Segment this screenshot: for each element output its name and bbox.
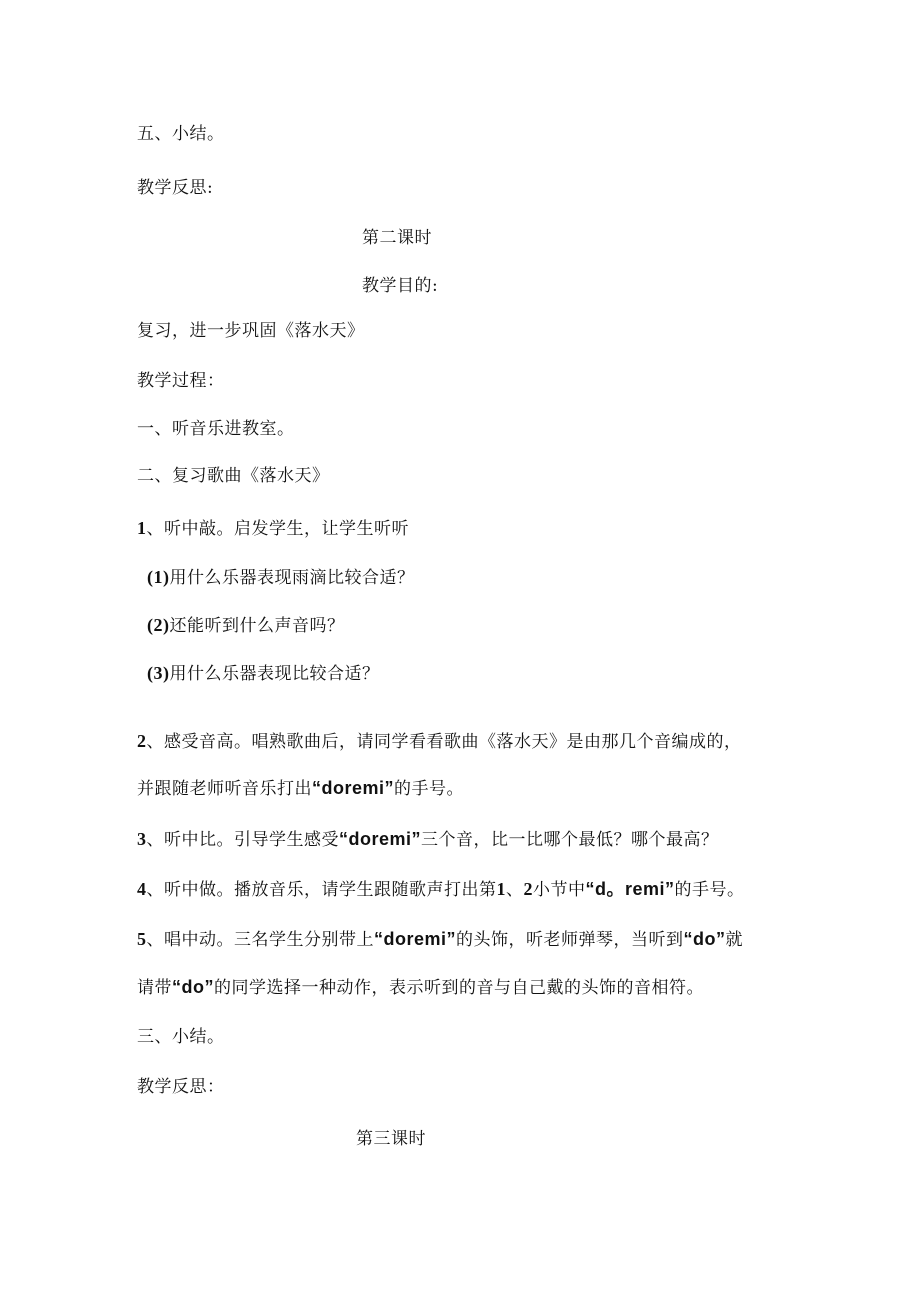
sub-item-3-number: (3) [147,663,170,683]
item-5-number: 5 [137,929,147,949]
item-5-text-a: 、唱中动。三名学生分别带上 [146,930,374,950]
item-5-text-c: 就 [725,930,744,950]
item-2-text: 、感受音高。唱熟歌曲后，请同学看看歌曲《落水天》是由那几个音编成的， [146,732,742,752]
item-3-number: 3 [137,829,147,849]
item-3-text-b: 三个音，比一比哪个最低？哪个最高？ [421,830,719,850]
teaching-reflection-2: 教学反思： [137,1077,225,1097]
item-3-text-a: 、听中比。引导学生感受 [146,830,339,850]
sub-item-2-number: (2) [147,615,170,635]
item-5-text-b: 的头饰，听老师弹琴，当听到 [456,930,684,950]
item-1-text: 、听中敲。启发学生，让学生听听 [146,519,409,539]
item-4 [137,878,745,901]
section-three-summary: 三、小结。 [137,1027,225,1047]
item-2-cont-b: 的手号。 [394,779,465,799]
item-3-solfege: “doremi” [339,829,422,849]
item-4-bar-1: 1 [496,879,506,899]
item-5-cont-b: 的同学选择一种动作，表示听到的音与自己戴的头饰的音相符。 [214,978,704,998]
item-5-solfege-2: “do” [683,929,726,949]
teaching-purpose-text: 复习，进一步巩固《落水天》 [137,321,365,341]
item-1-number: 1 [137,518,147,538]
lesson-three-heading: 第三课时 [356,1129,426,1149]
teaching-process-heading: 教学过程： [137,371,225,391]
teaching-purpose-heading: 教学目的: [362,276,439,296]
item-3 [137,828,719,851]
item-4-text-a: 、听中做。播放音乐，请学生跟随歌声打出第 [146,880,497,900]
item-4-separator: 、 [506,880,524,900]
step-one: 一、听音乐进教室。 [137,419,295,439]
item-5-solfege-1: “doremi” [374,929,457,949]
sub-item-1 [147,566,415,589]
item-2-solfege: “doremi” [312,778,395,798]
item-1 [137,517,409,540]
section-five-summary: 五、小结。 [137,124,225,144]
item-2-continued [137,777,464,800]
sub-item-2-text: 还能听到什么声音吗？ [169,616,345,636]
item-5 [137,928,743,951]
item-5-solfege-3: “do” [172,977,214,997]
item-5-continued [137,976,704,999]
item-5-cont-a: 请带 [137,978,172,998]
item-2-cont-a: 并跟随老师听音乐打出 [137,779,312,799]
sub-item-3 [147,662,380,685]
sub-item-1-number: (1) [147,567,170,587]
item-2-number: 2 [137,731,147,751]
item-4-number: 4 [137,879,147,899]
lesson-two-heading: 第二课时 [362,228,432,248]
sub-item-3-text: 用什么乐器表现比较合适？ [169,664,380,684]
item-4-text-c: 的手号。 [674,880,745,900]
item-2 [137,730,742,753]
step-two: 二、复习歌曲《落水天》 [137,466,330,486]
item-4-solfege: “d。remi” [585,879,675,899]
item-4-bar-2: 2 [523,879,533,899]
item-4-text-b: 小节中 [533,880,586,900]
sub-item-1-text: 用什么乐器表现雨滴比较合适？ [169,568,415,588]
teaching-reflection-1: 教学反思: [137,178,214,198]
sub-item-2 [147,614,345,637]
